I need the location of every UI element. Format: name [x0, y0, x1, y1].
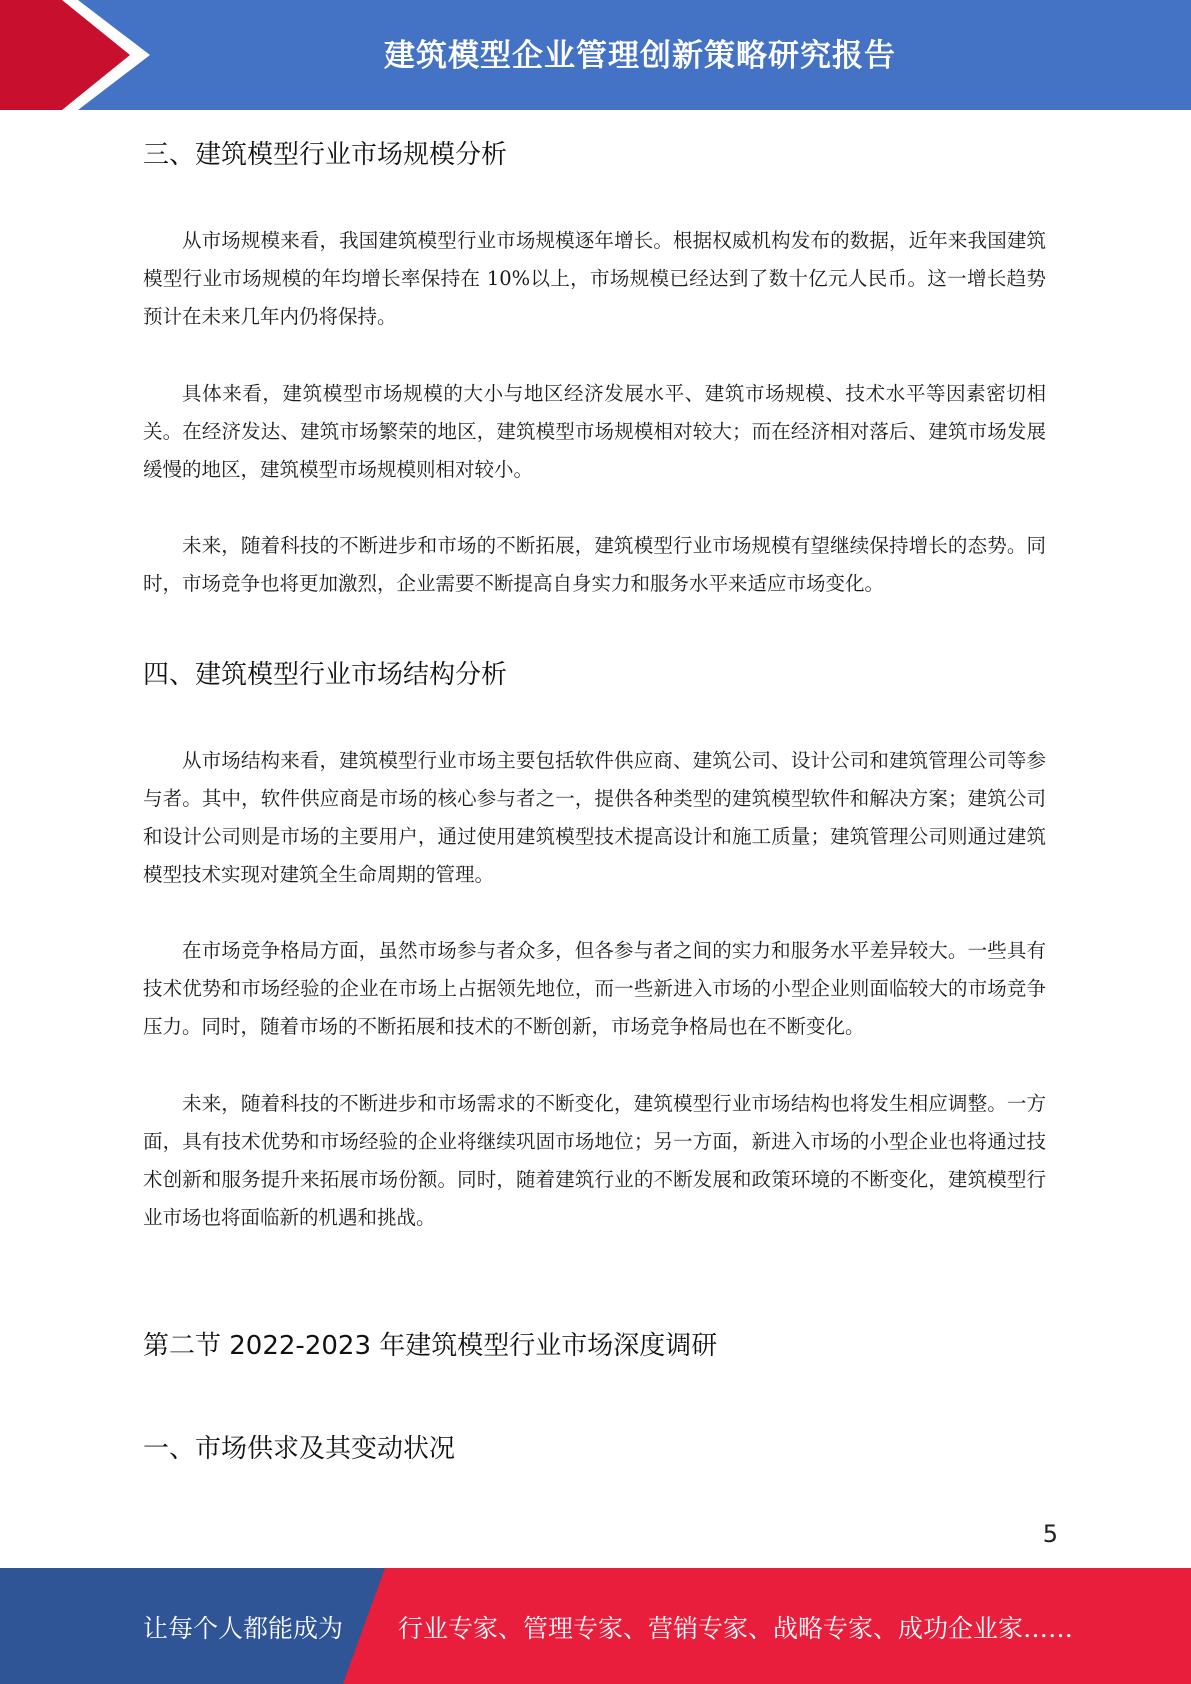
paragraph: 在市场竞争格局方面，虽然市场参与者众多，但各参与者之间的实力和服务水平差异较大。一些具有技术优势和市场经验的企业在市场上占据领先地位，而一些新进入市场的小型企业则面临较大的市场竞争压力。同时，随着市场的不断拓展和技术的不断创新，市场竞争格局也在不断变化。: [143, 939, 1046, 1038]
header-arrow-decoration: [0, 0, 160, 110]
subsection-heading-supply-demand: 一、市场供求及其变动状况: [143, 1434, 456, 1464]
paragraph: 具体来看，建筑模型市场规模的大小与地区经济发展水平、建筑市场规模、技术水平等因素密切相关。在经济发达、建筑市场繁荣的地区，建筑模型市场规模相对较大；而在经济相对落后、建筑市场发展缓慢的地区，建筑模型市场规模则相对较小。: [143, 382, 1046, 481]
paragraph: 未来，随着科技的不断进步和市场的不断拓展，建筑模型行业市场规模有望继续保持增长的态势。同时，市场竞争也将更加激烈，企业需要不断提高自身实力和服务水平来适应市场变化。: [143, 534, 1046, 595]
chapter-heading: 第二节 2022-2023 年建筑模型行业市场深度调研: [143, 1331, 718, 1361]
section-heading-market-size: 三、建筑模型行业市场规模分析: [143, 140, 508, 170]
footer-slogan-right: 行业专家、管理专家、营销专家、战略专家、成功企业家……: [398, 1614, 1074, 1643]
section-heading-market-structure: 四、建筑模型行业市场结构分析: [143, 660, 508, 690]
report-title: 建筑模型企业管理创新策略研究报告: [384, 38, 896, 74]
paragraph: 未来，随着科技的不断进步和市场需求的不断变化，建筑模型行业市场结构也将发生相应调整。一方面，具有技术优势和市场经验的企业将继续巩固市场地位；另一方面，新进入市场的小型企业也将通过技术创新和服务提升来拓展市场份额。同时，随着建筑行业的不断发展和政策环境的不断变化，建筑模型行业市场也将面临新的机遇和挑战。: [143, 1092, 1046, 1229]
page-footer: [0, 1568, 1191, 1684]
paragraph: 从市场结构来看，建筑模型行业市场主要包括软件供应商、建筑公司、设计公司和建筑管理公司等参与者。其中，软件供应商是市场的核心参与者之一，提供各种类型的建筑模型软件和解决方案；建筑公司和设计公司则是市场的主要用户，通过使用建筑模型技术提高设计和施工质量；建筑管理公司则通过建筑模型技术实现对建筑全生命周期的管理。: [143, 749, 1046, 886]
page-header: [0, 0, 1191, 110]
paragraph: 从市场规模来看，我国建筑模型行业市场规模逐年增长。根据权威机构发布的数据，近年来我国建筑模型行业市场规模的年均增长率保持在 10%以上，市场规模已经达到了数十亿元人民币。这一增长趋势预计在未来几年内仍将保持。: [143, 229, 1046, 328]
footer-slogan-left: 让每个人都能成为: [143, 1614, 344, 1643]
page-number: 5: [1042, 1520, 1058, 1548]
